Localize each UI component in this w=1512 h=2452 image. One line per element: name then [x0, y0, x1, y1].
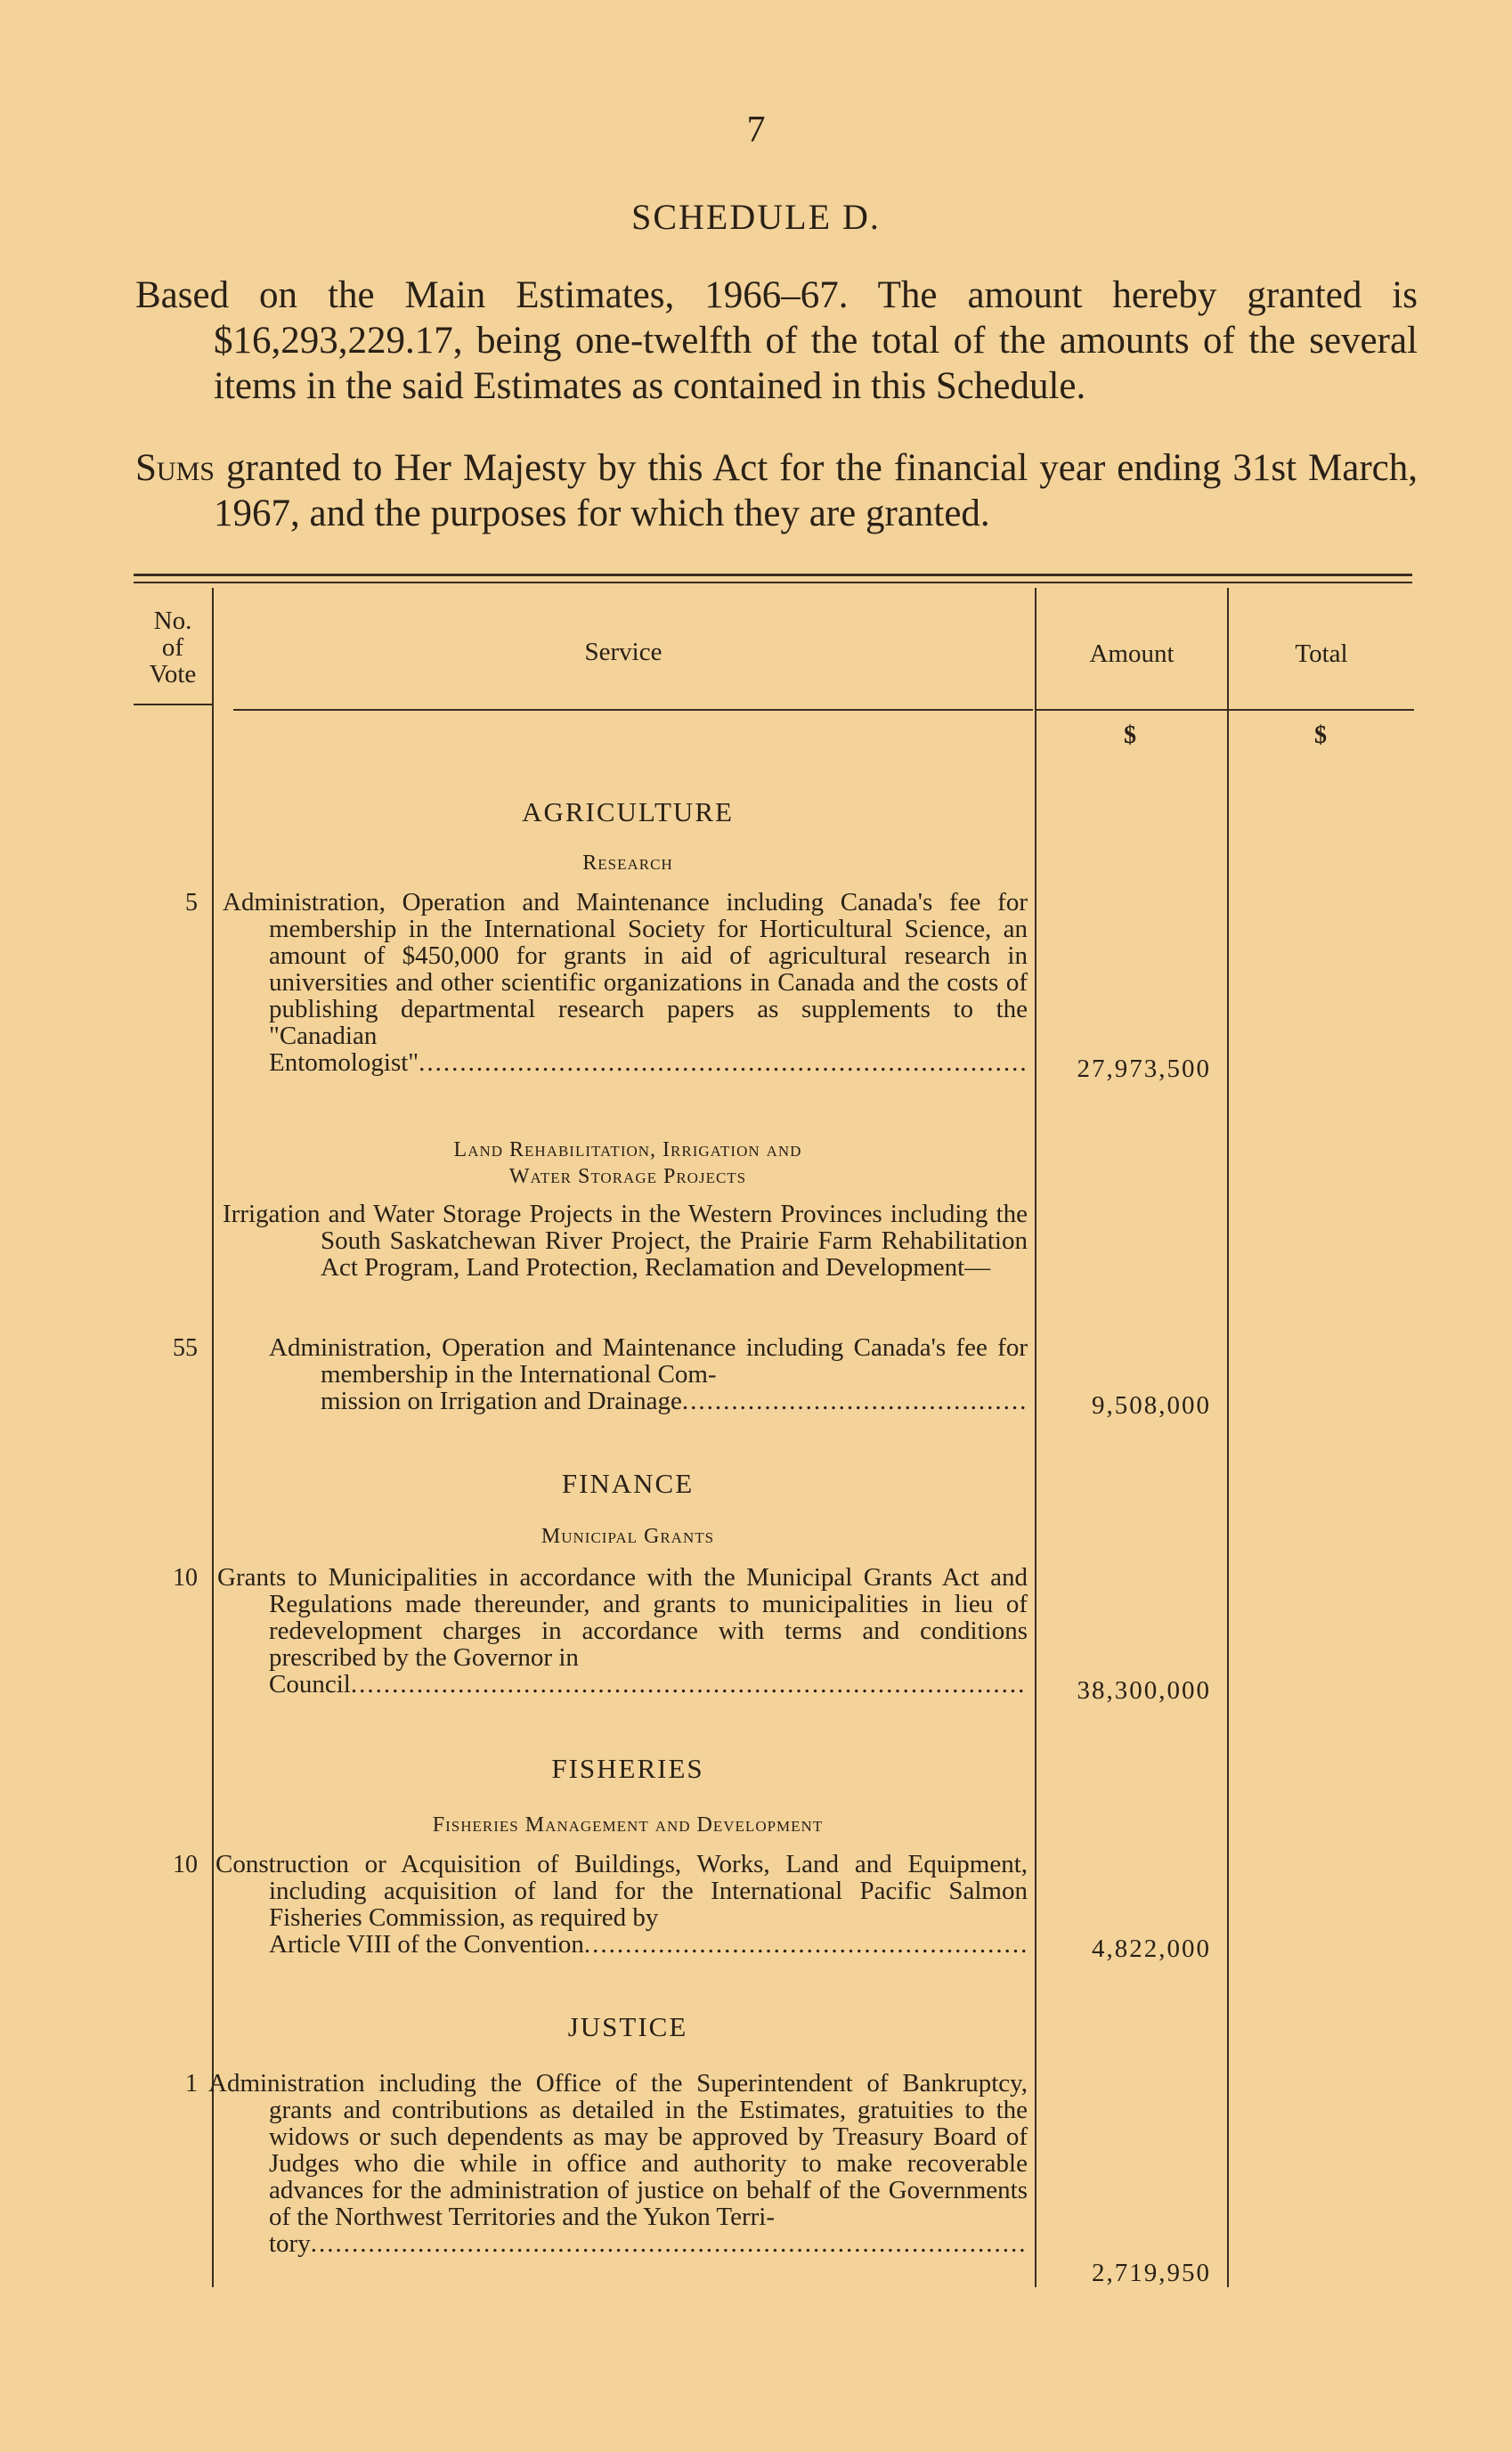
service-item-municipal-grants	[217, 1564, 1028, 1698]
page-number: 7	[746, 110, 766, 151]
service-text: Administration including the Office of the Superintendent of Bankruptcy, grants and contributions as detailed in the Estimates, gratuities to the widows or such dependents as may be approved by Treasury Board of Judges who die while in office and authority to make recoverable advances for the administration of justice on behalf of the Governments of the Northwest Territories and the Yukon Terri-	[208, 2069, 1028, 2231]
service-text-last-line	[269, 2230, 1028, 2257]
service-text-end: Article VIII of the Convention	[269, 1930, 584, 1959]
vote-number: 10	[173, 1564, 198, 1592]
intro-text-1: Based on the Main Estimates, 1966–67. The amount hereby granted is $16,293,229.17, being one-twelfth of the total of the amounts of the several items in the said Estimates as contained in this Schedule.	[135, 274, 1418, 407]
vote-column-header	[134, 607, 212, 688]
amount-value: 4,822,000	[1092, 1935, 1211, 1963]
service-item-research	[223, 889, 1028, 1076]
vote-number: 55	[173, 1334, 198, 1362]
service-text: Grants to Municipalities in accordance with the Municipal Grants Act and Regulations made thereunder, and grants to municipalities in lieu of redevelopment charges in accordance with terms and conditions prescribed by the Governor in	[217, 1563, 1028, 1672]
amount-value: 9,508,000	[1092, 1391, 1211, 1420]
double-rule-bottom	[134, 582, 1412, 583]
schedule-title: SCHEDULE D.	[631, 197, 881, 237]
vote-header-line3: Vote	[149, 660, 197, 688]
subheading-research: Research	[582, 851, 673, 875]
service-column-header: Service	[584, 638, 663, 666]
double-rule-top	[134, 574, 1412, 576]
service-text-end: mission on Irrigation and Drainage	[321, 1387, 682, 1415]
amount-value: 38,300,000	[1077, 1676, 1211, 1705]
subheading-fisheries-management: Fisheries Management and Development	[432, 1813, 824, 1837]
service-text-last-line	[269, 1049, 1028, 1076]
service-text-last-line	[269, 1671, 1028, 1698]
amount-column-divider	[1227, 588, 1229, 2287]
intro-paragraph-1	[135, 273, 1418, 409]
vote-number: 5	[185, 889, 198, 916]
intro-text-2	[135, 445, 1418, 536]
service-item-justice-administration	[208, 2070, 1028, 2257]
service-item-fisheries-construction	[215, 1851, 1028, 1958]
total-currency-symbol: $	[1314, 721, 1327, 749]
subheading-line-2: Water Storage Projects	[508, 1165, 747, 1188]
vote-header-rule	[134, 704, 212, 705]
section-heading-justice: JUSTICE	[567, 2011, 688, 2042]
dot-leader	[419, 1049, 1028, 1076]
vote-header-line1: No.	[153, 607, 192, 635]
service-text-last-line	[269, 1931, 1028, 1958]
total-header-rule	[1227, 709, 1414, 711]
dot-leader	[311, 2230, 1028, 2257]
intro-lead-word: Sums	[135, 447, 215, 489]
section-heading-agriculture: AGRICULTURE	[522, 796, 734, 827]
dot-leader	[682, 1388, 1028, 1414]
dot-leader	[351, 1671, 1028, 1698]
amount-column-header: Amount	[1089, 639, 1175, 668]
intro-paragraph-2	[135, 445, 1418, 536]
amount-value: 2,719,950	[1092, 2259, 1211, 2287]
service-text: Administration, Operation and Maintenance including Canada's fee for membership in the International Society for Horticultural Science, an amount of $450,000 for grants in aid of agricultural research in universities and other scientific organizations in Canada and the costs of publishing departmental research papers as supplements to the "Canadian	[223, 888, 1028, 1050]
vote-number: 1	[185, 2070, 198, 2098]
section-heading-finance: FINANCE	[561, 1468, 695, 1499]
dot-leader	[584, 1931, 1028, 1958]
service-text-end: tory	[269, 2229, 311, 2258]
service-item-irrigation-admin	[269, 1334, 1028, 1414]
service-text: Irrigation and Water Storage Projects in the Western Provinces including the South Saskatchewan River Project, the Prairie Farm Rehabilitation Act Program, Land Protection, Reclamation and Development—	[223, 1200, 1028, 1282]
amount-header-rule	[1035, 709, 1227, 711]
vote-column-divider	[212, 588, 214, 2287]
vote-number: 10	[173, 1851, 198, 1878]
intro-text-2-rest: granted to Her Majesty by this Act for the financial year ending 31st March, 1967, and the purposes for which they are granted.	[214, 447, 1418, 534]
subheading-municipal-grants: Municipal Grants	[541, 1525, 715, 1548]
service-text: Administration, Operation and Maintenance including Canada's fee for membership in the International Com-	[269, 1333, 1028, 1389]
subheading-land-rehabilitation	[218, 1136, 1037, 1190]
total-column-header: Total	[1295, 639, 1348, 668]
subheading-line-1: Land Rehabilitation, Irrigation and	[453, 1138, 802, 1161]
service-text-last-line	[321, 1388, 1028, 1414]
amount-value: 27,973,500	[1077, 1055, 1211, 1083]
service-text: Construction or Acquisition of Buildings, Works, Land and Equipment, including acquisition of land for the International Pacific Salmon Fisheries Commission, as required by	[215, 1850, 1028, 1932]
service-item-irrigation-intro	[223, 1201, 1028, 1281]
service-text-end: Entomologist"	[269, 1048, 419, 1077]
vote-header-line2: of	[161, 633, 184, 662]
amount-currency-symbol: $	[1124, 721, 1136, 749]
section-heading-fisheries: FISHERIES	[551, 1753, 704, 1784]
service-text-end: Council	[269, 1670, 351, 1698]
service-header-rule	[233, 709, 1033, 711]
